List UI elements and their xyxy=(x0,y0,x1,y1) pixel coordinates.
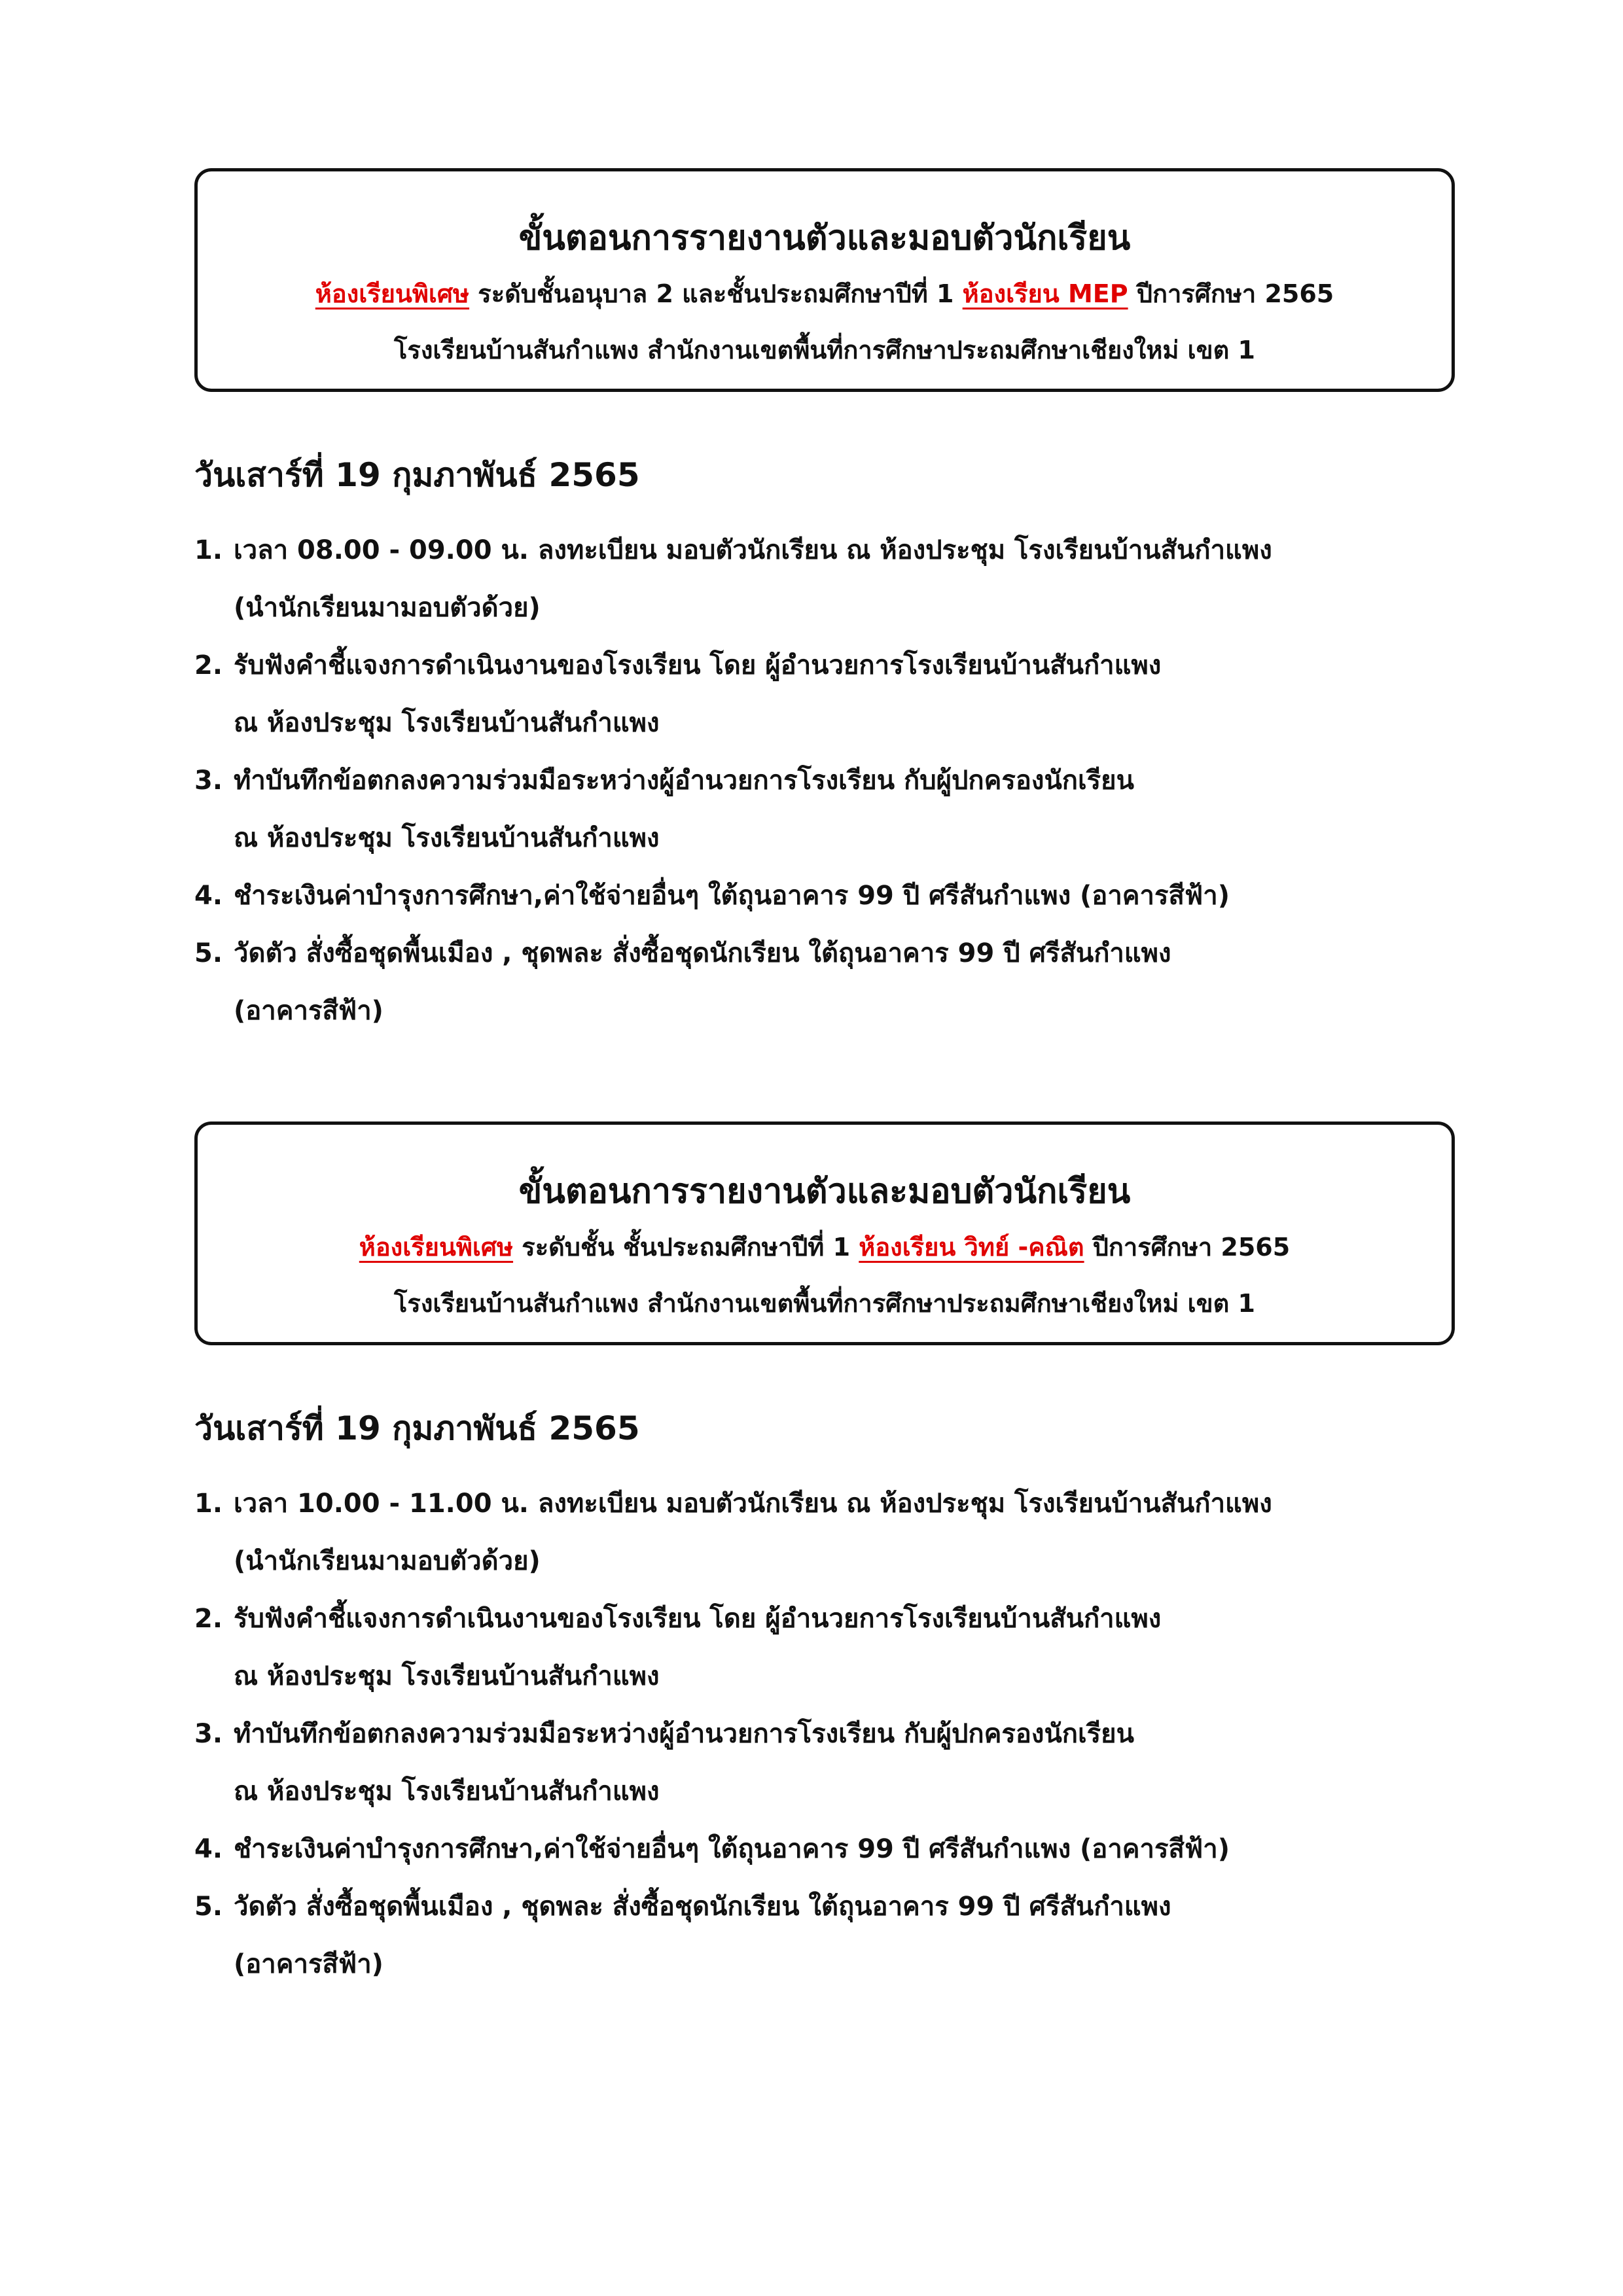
step-item xyxy=(194,752,1477,867)
step-text: เวลา 08.00 - 09.00 น. ลงทะเบียน มอบตัวนักเรียน ณ ห้องประชุม โรงเรียนบ้านสันกำแพง xyxy=(234,535,1272,565)
step-text: ทำบันทึกข้อตกลงความร่วมมือระหว่างผู้อำนวยการโรงเรียน กับผู้ปกครองนักเรียน xyxy=(234,766,1134,796)
step-item xyxy=(194,867,1477,925)
step-number: 4. xyxy=(194,881,223,911)
header-box xyxy=(194,1122,1455,1345)
step-number: 1. xyxy=(194,535,223,565)
program-label: ห้องเรียน วิทย์ -คณิต xyxy=(859,1233,1084,1262)
step-number: 3. xyxy=(194,1719,223,1749)
step-continuation: (อาคารสีฟ้า) xyxy=(234,996,383,1026)
step-number: 5. xyxy=(194,938,223,968)
step-item xyxy=(194,925,1477,1040)
step-number: 3. xyxy=(194,766,223,796)
special-class-label: ห้องเรียนพิเศษ xyxy=(359,1233,514,1262)
step-number: 5. xyxy=(194,1892,223,1922)
steps-list xyxy=(194,521,1477,1040)
step-continuation: ณ ห้องประชุม โรงเรียนบ้านสันกำแพง xyxy=(234,1661,660,1691)
school-line: โรงเรียนบ้านสันกำแพง สำนักงานเขตพื้นที่การศึกษาประถมศึกษาเชียงใหม่ เขต 1 xyxy=(394,1289,1255,1318)
step-item xyxy=(194,1820,1477,1878)
box-subtitle xyxy=(198,1219,1452,1275)
date-heading: วันเสาร์ที่ 19 กุมภาพันธ์ 2565 xyxy=(194,456,640,494)
section-science-math xyxy=(194,1122,1457,1979)
step-text: รับฟังคำชี้แจงการดำเนินงานของโรงเรียน โดย ผู้อำนวยการโรงเรียนบ้านสันกำแพง xyxy=(234,650,1162,680)
box-subtitle xyxy=(198,266,1452,322)
step-continuation: ณ ห้องประชุม โรงเรียนบ้านสันกำแพง xyxy=(234,1776,660,1807)
box-title: ขั้นตอนการรายงานตัวและมอบตัวนักเรียน xyxy=(518,1172,1131,1211)
step-continuation: ณ ห้องประชุม โรงเรียนบ้านสันกำแพง xyxy=(234,823,660,853)
step-text: วัดตัว สั่งซื้อชุดพื้นเมือง , ชุดพละ สั่งซื้อชุดนักเรียน ใต้ถุนอาคาร 99 ปี ศรีสันกำแพง xyxy=(234,938,1171,968)
header-box xyxy=(194,168,1455,392)
step-continuation: (นำนักเรียนมามอบตัวด้วย) xyxy=(234,593,541,623)
step-continuation: (อาคารสีฟ้า) xyxy=(234,1949,383,1979)
level-text: ระดับชั้น ชั้นประถมศึกษาปีที่ 1 xyxy=(513,1233,859,1262)
step-continuation: (นำนักเรียนมามอบตัวด้วย) xyxy=(234,1546,541,1576)
step-text: รับฟังคำชี้แจงการดำเนินงานของโรงเรียน โดย ผู้อำนวยการโรงเรียนบ้านสันกำแพง xyxy=(234,1604,1162,1634)
section-mep xyxy=(194,168,1457,1026)
step-continuation: ณ ห้องประชุม โรงเรียนบ้านสันกำแพง xyxy=(234,708,660,738)
step-number: 2. xyxy=(194,650,223,680)
steps-list xyxy=(194,1475,1477,1993)
program-label: ห้องเรียน MEP xyxy=(962,279,1128,308)
box-title: ขั้นตอนการรายงานตัวและมอบตัวนักเรียน xyxy=(518,219,1131,258)
step-item xyxy=(194,521,1477,637)
year-text: ปีการศึกษา 2565 xyxy=(1084,1233,1291,1262)
step-text: เวลา 10.00 - 11.00 น. ลงทะเบียน มอบตัวนักเรียน ณ ห้องประชุม โรงเรียนบ้านสันกำแพง xyxy=(234,1489,1272,1519)
step-item xyxy=(194,1878,1477,1993)
step-text: วัดตัว สั่งซื้อชุดพื้นเมือง , ชุดพละ สั่งซื้อชุดนักเรียน ใต้ถุนอาคาร 99 ปี ศรีสันกำแพง xyxy=(234,1892,1171,1922)
date-heading: วันเสาร์ที่ 19 กุมภาพันธ์ 2565 xyxy=(194,1409,640,1447)
step-text: ชำระเงินค่าบำรุงการศึกษา,ค่าใช้จ่ายอื่นๆ ใต้ถุนอาคาร 99 ปี ศรีสันกำแพง (อาคารสีฟ้า) xyxy=(234,1834,1230,1864)
school-line: โรงเรียนบ้านสันกำแพง สำนักงานเขตพื้นที่การศึกษาประถมศึกษาเชียงใหม่ เขต 1 xyxy=(394,336,1255,364)
step-item xyxy=(194,1590,1477,1705)
level-text: ระดับชั้นอนุบาล 2 และชั้นประถมศึกษาปีที่ 1 xyxy=(469,279,963,308)
step-text: ทำบันทึกข้อตกลงความร่วมมือระหว่างผู้อำนวยการโรงเรียน กับผู้ปกครองนักเรียน xyxy=(234,1719,1134,1749)
special-class-label: ห้องเรียนพิเศษ xyxy=(315,279,470,308)
step-item xyxy=(194,637,1477,752)
step-number: 4. xyxy=(194,1834,223,1864)
step-number: 2. xyxy=(194,1604,223,1634)
step-text: ชำระเงินค่าบำรุงการศึกษา,ค่าใช้จ่ายอื่นๆ ใต้ถุนอาคาร 99 ปี ศรีสันกำแพง (อาคารสีฟ้า) xyxy=(234,881,1230,911)
step-item xyxy=(194,1475,1477,1590)
step-item xyxy=(194,1705,1477,1820)
year-text: ปีการศึกษา 2565 xyxy=(1128,279,1334,308)
step-number: 1. xyxy=(194,1489,223,1519)
